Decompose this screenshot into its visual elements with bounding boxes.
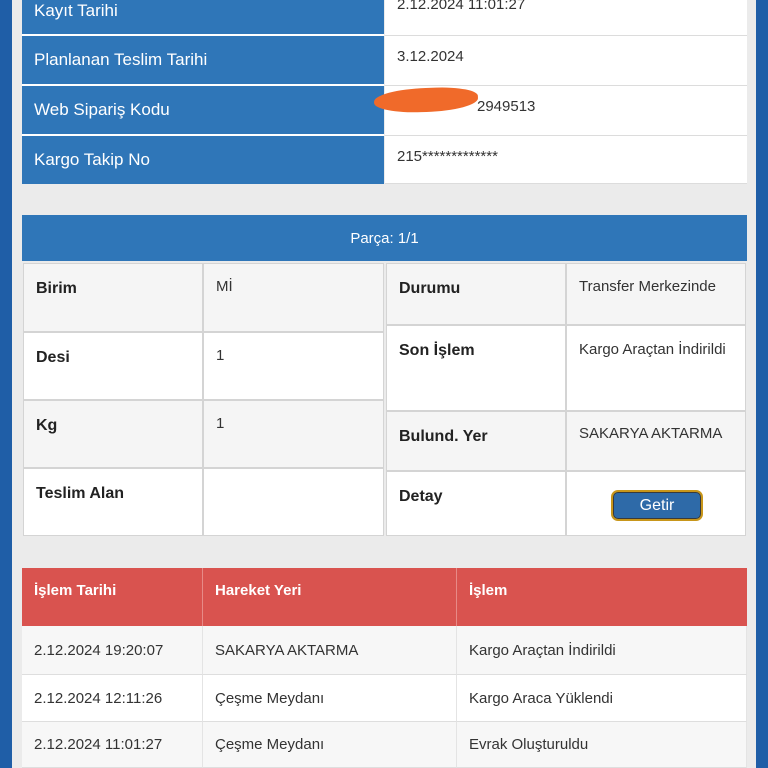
history-cell-date: 2.12.2024 12:11:26 — [22, 675, 203, 722]
info-value-kayit-tarihi: 2.12.2024 11:01:27 — [385, 0, 747, 36]
history-cell-location: Çeşme Meydanı — [203, 675, 457, 722]
parca-value-son-islem: Kargo Araçtan İndirildi — [566, 325, 746, 411]
parca-label-teslim-alan: Teslim Alan — [23, 468, 203, 536]
history-cell-location: SAKARYA AKTARMA — [203, 626, 457, 675]
info-value-teslim-tarihi: 3.12.2024 — [385, 36, 747, 86]
parca-label-desi: Desi — [23, 332, 203, 400]
parca-label-kg: Kg — [23, 400, 203, 468]
history-col-hareket-yeri: Hareket Yeri — [203, 568, 457, 626]
parca-label-detay: Detay — [386, 471, 566, 536]
parca-label-birim: Birim — [23, 263, 203, 332]
parca-label-son-islem: Son İşlem — [386, 325, 566, 411]
parca-value-bulund-yer: SAKARYA AKTARMA — [566, 411, 746, 471]
info-value-web-siparis: 2949513 — [385, 86, 747, 136]
history-cell-action: Kargo Araçtan İndirildi — [457, 626, 747, 675]
info-label-kargo-takip: Kargo Takip No — [22, 136, 384, 184]
parca-value-durumu: Transfer Merkezinde — [566, 263, 746, 325]
history-col-islem-tarihi: İşlem Tarihi — [22, 568, 203, 626]
info-value-kargo-takip: 215************* — [385, 136, 747, 184]
history-cell-date: 2.12.2024 19:20:07 — [22, 626, 203, 675]
parca-label-bulund-yer: Bulund. Yer — [386, 411, 566, 471]
history-cell-action: Kargo Araca Yüklendi — [457, 675, 747, 722]
parca-value-desi: 1 — [203, 332, 384, 400]
parca-value-birim: Mİ — [203, 263, 384, 332]
info-label-kayit-tarihi: Kayıt Tarihi — [22, 0, 384, 36]
parca-value-teslim-alan — [203, 468, 384, 536]
history-cell-location: Çeşme Meydanı — [203, 722, 457, 768]
history-cell-date: 2.12.2024 11:01:27 — [22, 722, 203, 768]
history-col-islem: İşlem — [457, 568, 747, 626]
getir-button[interactable]: Getir — [611, 490, 703, 521]
history-cell-action: Evrak Oluşturuldu — [457, 722, 747, 768]
info-label-web-siparis: Web Sipariş Kodu — [22, 86, 384, 136]
parca-header: Parça: 1/1 — [22, 215, 747, 261]
parca-value-kg: 1 — [203, 400, 384, 468]
parca-label-durumu: Durumu — [386, 263, 566, 325]
info-label-teslim-tarihi: Planlanan Teslim Tarihi — [22, 36, 384, 86]
